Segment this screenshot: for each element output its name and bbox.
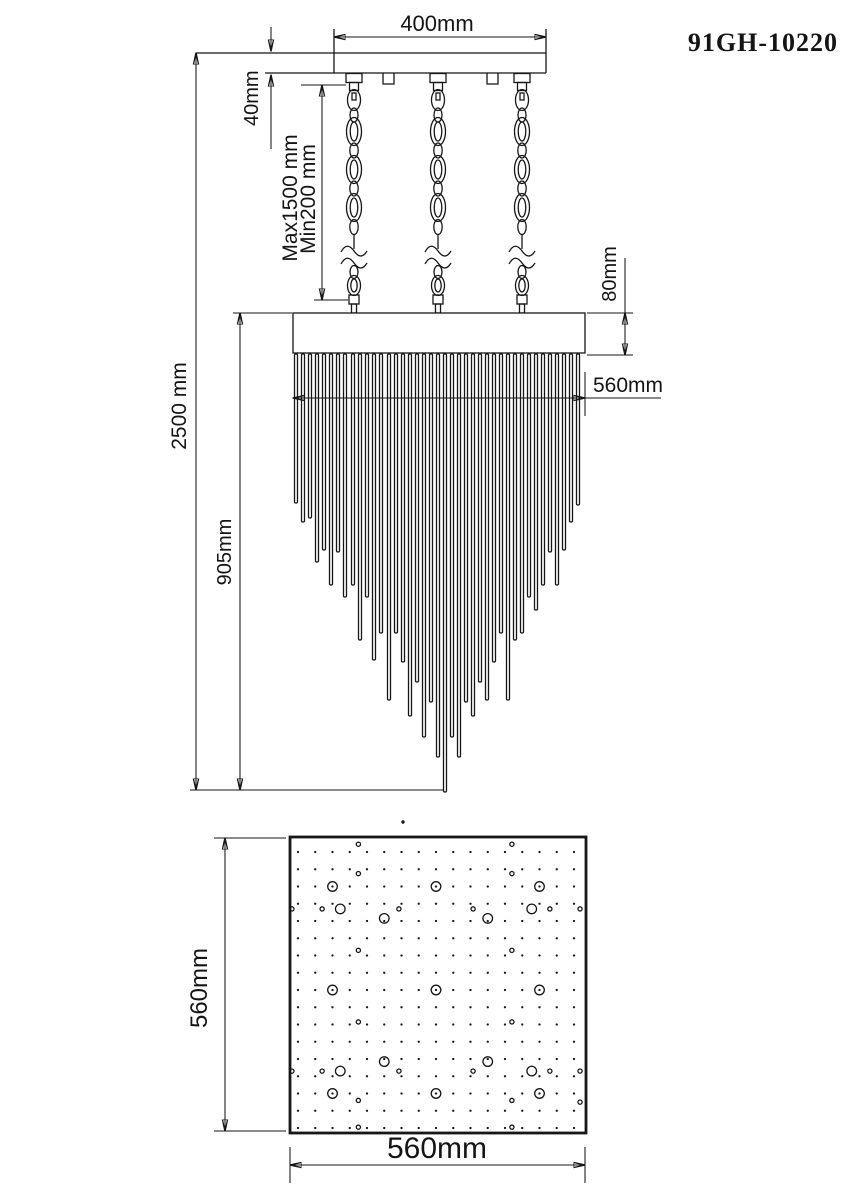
small-hole	[578, 907, 582, 911]
rod	[302, 354, 305, 522]
rod	[352, 354, 355, 585]
chain-max-label: Max1500 mm	[279, 134, 302, 262]
total-height-label: 2500 mm	[168, 362, 191, 450]
small-hole	[397, 907, 401, 911]
small-hole	[578, 1100, 582, 1104]
lamp-hole	[527, 904, 537, 914]
rod	[521, 354, 524, 633]
chain	[341, 74, 367, 314]
small-hole	[320, 1069, 324, 1073]
center-mark	[401, 820, 404, 823]
small-hole	[397, 1069, 401, 1073]
plate-thickness-label: 40mm	[241, 70, 263, 126]
small-hole	[471, 907, 475, 911]
cascade-height-label: 905mm	[214, 518, 236, 586]
body-width-label: 560mm	[592, 374, 664, 397]
small-hole	[510, 1098, 514, 1102]
rod	[507, 354, 510, 700]
rod	[430, 354, 433, 702]
lamp-hole	[335, 1066, 345, 1076]
small-hole	[510, 948, 514, 952]
rod	[486, 354, 489, 700]
small-hole	[320, 907, 324, 911]
rod	[344, 354, 347, 597]
mounting-tab	[383, 73, 394, 84]
rod	[366, 354, 369, 597]
small-hole	[290, 1069, 294, 1073]
rod	[458, 354, 461, 757]
bottom-plate-pattern	[290, 842, 582, 1129]
rod	[514, 354, 517, 640]
rod	[500, 354, 503, 633]
rod	[444, 354, 447, 792]
small-hole	[510, 871, 514, 875]
small-hole	[548, 1069, 552, 1073]
small-hole	[356, 948, 360, 952]
small-hole	[356, 1020, 360, 1024]
small-hole	[471, 1069, 475, 1073]
rod	[549, 354, 552, 552]
mounting-tab	[487, 73, 498, 84]
frame-height-label: 80mm	[599, 246, 621, 302]
side-view	[168, 11, 663, 792]
rod	[437, 354, 440, 757]
ceiling-plate	[196, 29, 546, 73]
rod	[416, 354, 419, 682]
rod	[563, 354, 566, 550]
rod	[556, 354, 559, 585]
small-hole	[548, 907, 552, 911]
rod	[295, 354, 298, 503]
small-hole	[510, 1125, 514, 1129]
small-hole	[356, 1125, 360, 1129]
rod	[528, 354, 531, 597]
suspension-chains	[341, 74, 535, 314]
rod	[423, 354, 426, 737]
rod	[337, 354, 340, 552]
chain	[425, 74, 451, 314]
small-hole	[510, 1020, 514, 1024]
lamp-hole	[335, 904, 345, 914]
plate-side-height-label: 560mm	[186, 947, 213, 1029]
plate-side-width-label: 560mm	[386, 1132, 488, 1165]
rod	[316, 354, 319, 562]
rod	[323, 354, 326, 550]
rod	[359, 354, 362, 640]
rod	[570, 354, 573, 522]
rod	[535, 354, 538, 610]
fixture-frame	[293, 313, 585, 353]
small-hole	[356, 1098, 360, 1102]
small-hole	[356, 842, 360, 846]
top-view	[186, 820, 586, 1183]
rod	[402, 354, 405, 662]
rod	[309, 354, 312, 518]
rod	[542, 354, 545, 585]
rod	[395, 354, 398, 633]
small-hole	[356, 871, 360, 875]
model-number: 91GH-10220	[687, 28, 838, 57]
rod	[373, 354, 376, 660]
plate-width-label: 400mm	[400, 11, 474, 36]
small-hole	[578, 1069, 582, 1073]
rod	[330, 354, 333, 585]
rod	[380, 354, 383, 633]
rod	[465, 354, 468, 702]
rod	[577, 354, 580, 505]
rod	[472, 354, 475, 716]
rod	[388, 354, 391, 700]
rod	[493, 354, 496, 662]
lamp-hole	[527, 1066, 537, 1076]
rod	[479, 354, 482, 682]
small-hole	[290, 907, 294, 911]
cascade-rods	[295, 354, 580, 792]
small-hole	[510, 842, 514, 846]
chain	[509, 74, 535, 314]
chain-min-label: Min200 mm	[297, 144, 320, 254]
rod	[409, 354, 412, 716]
rod	[451, 354, 454, 737]
